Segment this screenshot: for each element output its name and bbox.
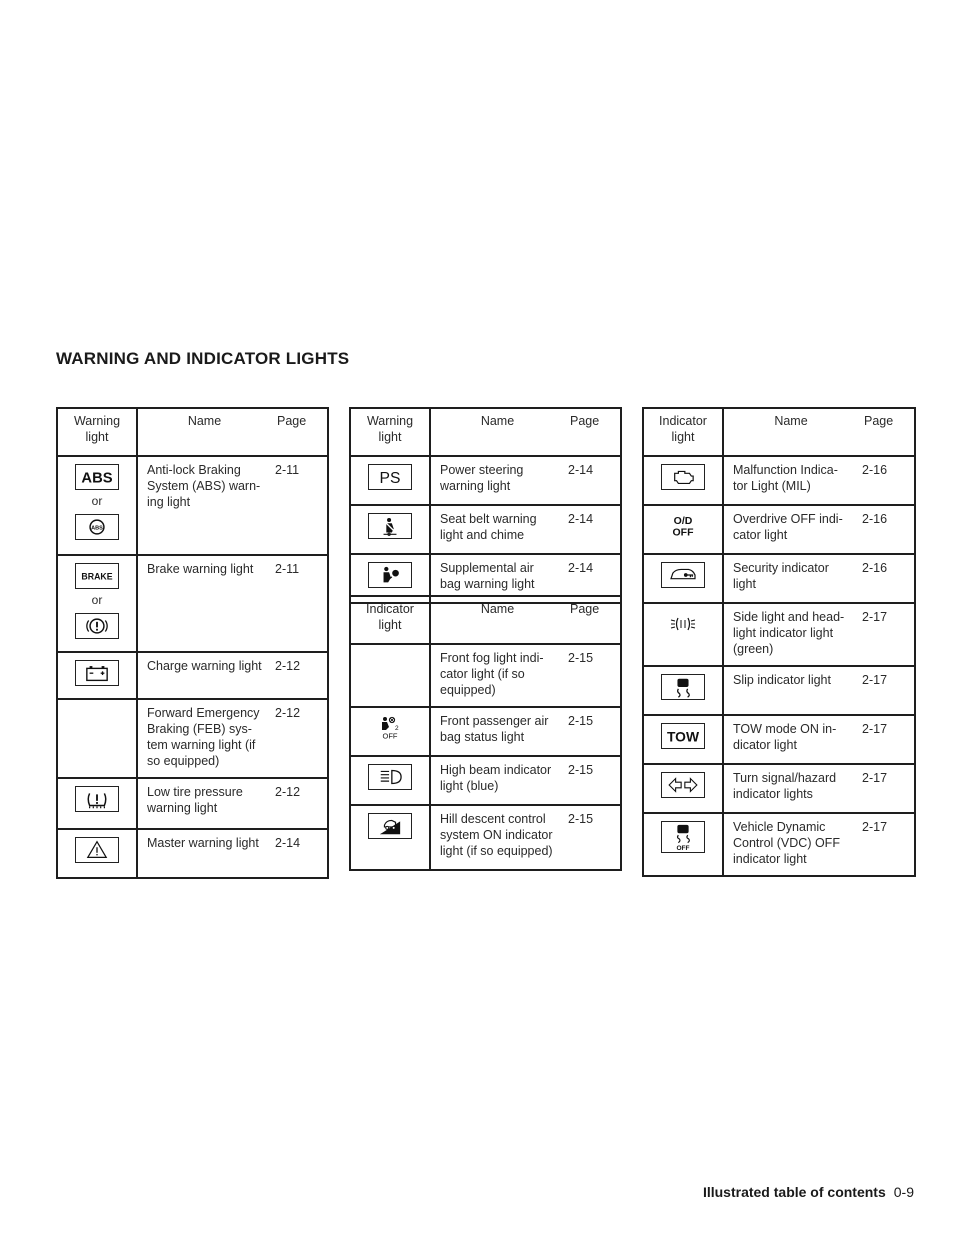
- icon-cell: [643, 666, 723, 715]
- col-header-page: Page: [564, 408, 621, 456]
- table-row: [643, 764, 915, 813]
- icon-cell: [350, 505, 430, 554]
- page-ref: 2-15: [564, 644, 621, 707]
- col-header-icon: Indicator light: [643, 408, 723, 456]
- hill-descent-icon: [368, 813, 412, 839]
- svg-text:BRAKE: BRAKE: [81, 571, 113, 582]
- table-row: [643, 505, 915, 554]
- page-footer: [703, 1184, 914, 1200]
- col-header-icon: Indicator light: [350, 596, 430, 644]
- footer-title: Illustrated table of contents: [702, 1184, 886, 1200]
- page-ref: 2-11: [271, 555, 328, 652]
- light-name: TOW mode ON in- dicator light: [723, 715, 858, 764]
- light-name: Hill descent control system ON indicator light (if so equipped): [430, 805, 564, 870]
- icon-cell: [57, 829, 137, 878]
- table-row: [350, 456, 621, 505]
- table-row: [643, 666, 915, 715]
- table-header-row: [350, 408, 621, 456]
- svg-text:OFF: OFF: [676, 845, 690, 852]
- light-name: Malfunction Indica- tor Light (MIL): [723, 456, 858, 505]
- icon-cell: [350, 456, 430, 505]
- light-name: Front fog light indi- cator light (if so equipped): [430, 644, 564, 707]
- light-name: Turn signal/hazard indicator lights: [723, 764, 858, 813]
- table-row: [57, 456, 328, 555]
- light-name: Front passenger air bag status light: [430, 707, 564, 756]
- svg-text:OFF: OFF: [382, 731, 398, 741]
- or-label: or: [91, 593, 103, 607]
- page-ref: 2-14: [564, 554, 621, 603]
- table-row: [57, 778, 328, 829]
- col-header-name: Name: [430, 596, 564, 644]
- svg-text:PS: PS: [379, 470, 401, 487]
- light-name: Vehicle Dynamic Control (VDC) OFF indicator light: [723, 813, 858, 876]
- light-name: Supplemental air bag warning light: [430, 554, 564, 603]
- vdc-off-icon: [661, 821, 705, 853]
- warning-lights-table-2: [349, 407, 622, 604]
- table-row: [57, 652, 328, 699]
- abs-circle-icon: [75, 514, 119, 540]
- light-name: Slip indicator light: [723, 666, 858, 715]
- page-ref: 2-11: [271, 456, 328, 555]
- col-header-name: Name: [723, 408, 858, 456]
- brake-text-icon: [75, 563, 119, 589]
- table-row: [350, 805, 621, 870]
- page-ref: 2-15: [564, 756, 621, 805]
- col-header-page: Page: [271, 408, 328, 456]
- table-row: [643, 456, 915, 505]
- or-label: or: [91, 494, 103, 508]
- table-row: [350, 505, 621, 554]
- table-row: [350, 756, 621, 805]
- tire-pressure-icon: [75, 786, 119, 812]
- light-name: Low tire pressure warning light: [137, 778, 271, 829]
- master-warning-icon: [75, 837, 119, 863]
- light-name: Side light and head- light indicator light (green): [723, 603, 858, 666]
- light-name: Security indicator light: [723, 554, 858, 603]
- col-header-name: Name: [430, 408, 564, 456]
- icon-cell: [643, 813, 723, 876]
- table-row: [643, 715, 915, 764]
- icon-cell: [350, 805, 430, 870]
- page-ref: 2-17: [858, 813, 915, 876]
- page-ref: 2-17: [858, 666, 915, 715]
- icon-cell: [643, 764, 723, 813]
- icon-cell: [57, 778, 137, 829]
- icon-cell: [643, 554, 723, 603]
- page-ref: 2-15: [564, 805, 621, 870]
- table-row: [643, 813, 915, 876]
- svg-text:OFF: OFF: [672, 526, 694, 539]
- page-ref: 2-12: [271, 699, 328, 778]
- icon-cell: [57, 699, 137, 778]
- icon-cell: [57, 456, 137, 555]
- icon-cell: [57, 555, 137, 652]
- table-header-row: [57, 408, 328, 456]
- col-header-icon: Warning light: [350, 408, 430, 456]
- table-row: [643, 554, 915, 603]
- indicator-lights-table-2: [642, 407, 916, 877]
- svg-text:O/D: O/D: [673, 515, 693, 527]
- col-header-name: Name: [137, 408, 271, 456]
- turn-signal-icon: [661, 772, 705, 798]
- table-row: [57, 555, 328, 652]
- svg-text:2: 2: [395, 725, 399, 732]
- abs-icon: [75, 464, 119, 490]
- icon-cell: [350, 756, 430, 805]
- table-header-row: [350, 596, 621, 644]
- passenger-airbag-off-icon: [368, 715, 412, 741]
- light-name: Seat belt warning light and chime: [430, 505, 564, 554]
- page-ref: 2-14: [564, 505, 621, 554]
- page-ref: 2-16: [858, 554, 915, 603]
- icon-cell: [643, 715, 723, 764]
- icon-cell: [643, 456, 723, 505]
- airbag-icon: [368, 562, 412, 588]
- side-light-icon: [661, 611, 705, 637]
- light-name: Charge warning light: [137, 652, 271, 699]
- light-name: Power steering warning light: [430, 456, 564, 505]
- page-ref: 2-16: [858, 456, 915, 505]
- svg-text:ABS: ABS: [91, 525, 103, 532]
- table-header-row: [643, 408, 915, 456]
- table-row: [350, 707, 621, 756]
- power-steering-icon: [368, 464, 412, 490]
- page-ref: 2-14: [564, 456, 621, 505]
- warning-lights-table-1: [56, 407, 329, 879]
- table-row: [350, 644, 621, 707]
- indicator-lights-table-1: [349, 595, 622, 871]
- page-ref: 2-14: [271, 829, 328, 878]
- engine-icon: [661, 464, 705, 490]
- slip-icon: [661, 674, 705, 700]
- table-row: [643, 603, 915, 666]
- light-name: Forward Emergency Braking (FEB) sys- tem warning light (if so equipped): [137, 699, 271, 778]
- page-ref: 2-17: [858, 603, 915, 666]
- icon-cell: [350, 707, 430, 756]
- table-row: [57, 699, 328, 778]
- icon-cell: [643, 505, 723, 554]
- col-header-icon: Warning light: [57, 408, 137, 456]
- svg-text:TOW: TOW: [666, 728, 700, 745]
- table-row: [57, 829, 328, 878]
- page-ref: 2-15: [564, 707, 621, 756]
- battery-icon: [75, 660, 119, 686]
- light-name: High beam indicator light (blue): [430, 756, 564, 805]
- page-ref: 2-17: [858, 764, 915, 813]
- icon-cell: [643, 603, 723, 666]
- page-heading: WARNING AND INDICATOR LIGHTS: [56, 349, 350, 368]
- light-name: Brake warning light: [137, 555, 271, 652]
- icon-cell: [350, 644, 430, 707]
- brake-circle-icon: [75, 613, 119, 639]
- col-header-page: Page: [564, 596, 621, 644]
- svg-text:ABS: ABS: [81, 470, 113, 487]
- footer-page-number: 0-9: [893, 1184, 914, 1200]
- col-header-page: Page: [858, 408, 915, 456]
- overdrive-off-icon: [661, 513, 705, 539]
- light-name: Anti-lock Braking System (ABS) warn- ing light: [137, 456, 271, 555]
- high-beam-icon: [368, 764, 412, 790]
- icon-cell: [57, 652, 137, 699]
- page-ref: 2-12: [271, 652, 328, 699]
- security-car-icon: [661, 562, 705, 588]
- light-name: Overdrive OFF indi- cator light: [723, 505, 858, 554]
- tow-mode-icon: [661, 723, 705, 749]
- seat-belt-icon: [368, 513, 412, 539]
- light-name: Master warning light: [137, 829, 271, 878]
- page-ref: 2-16: [858, 505, 915, 554]
- page-ref: 2-17: [858, 715, 915, 764]
- page-ref: 2-12: [271, 778, 328, 829]
